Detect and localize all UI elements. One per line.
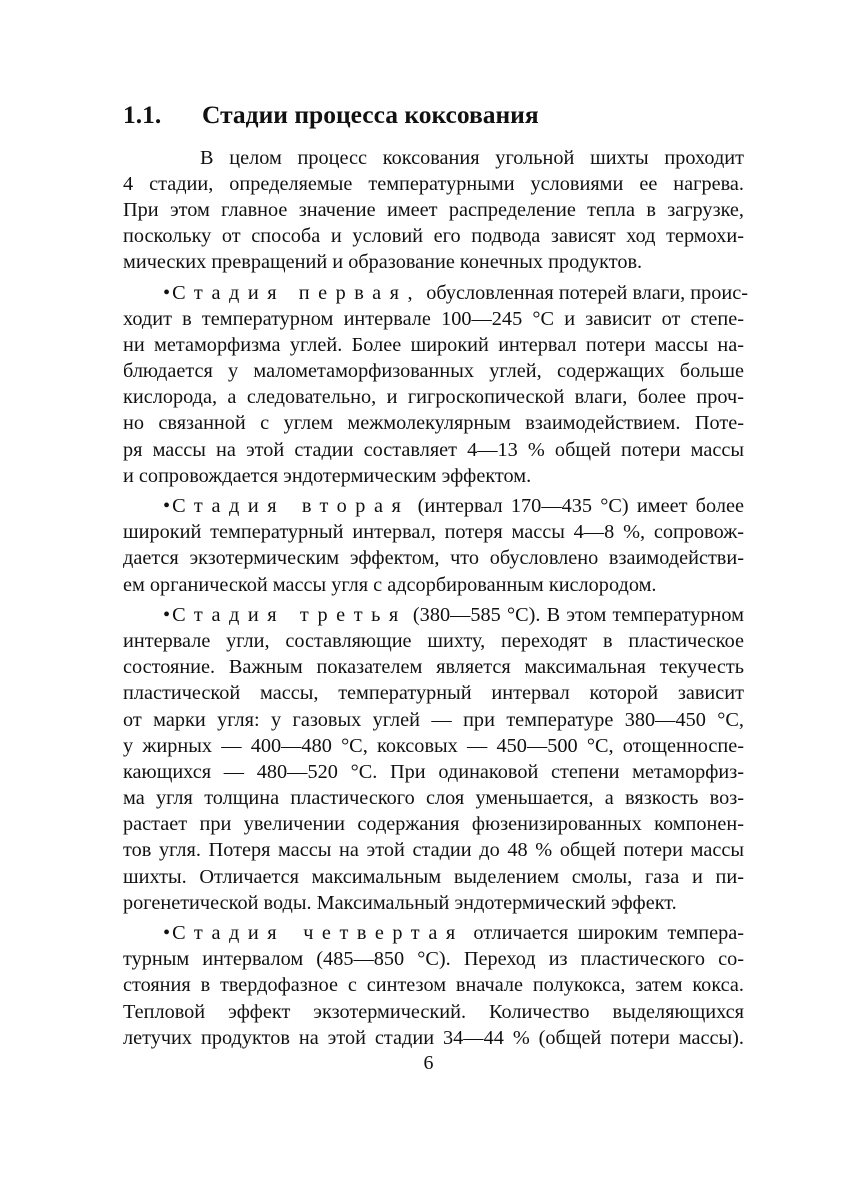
stage-name: Стадия первая, <box>172 281 422 304</box>
text-line: пластической массы, температурный интервал которой зависит <box>123 682 744 705</box>
text-line: растает при увеличении содержания фюзенизированных компонен- <box>123 813 744 836</box>
stage-text: (380—585 °C). В этом температурном <box>406 603 744 626</box>
text-line: интервале угли, составляющие шихту, переходят в пластическое <box>123 629 744 652</box>
stage-paragraph-3 <box>123 602 744 916</box>
bullet-icon: • <box>163 495 171 518</box>
stage-paragraph-1 <box>123 280 748 490</box>
section-number: 1.1. <box>123 100 162 129</box>
stage-text: (интервал 170—435 °C) имеет более <box>409 495 744 518</box>
section-title: Стадии процесса коксования <box>202 100 539 129</box>
section-heading <box>123 100 744 131</box>
text-line: ря массы на этой стадии составляет 4—13 % общей потери массы <box>123 438 744 461</box>
text-line: кающихся — 480—520 °C. При одинаковой степени метаморфиз- <box>123 760 744 783</box>
text-line: состояние. Важным показателем является максимальная текучесть <box>123 656 744 679</box>
text-line: Тепловой эффект экзотермический. Количество выделяющихся <box>123 1000 744 1023</box>
text-line: ни метаморфизма углей. Более широкий интервал потери массы на- <box>123 333 744 356</box>
text-line: кислорода, а следовательно, и гигроскопической влаги, более проч- <box>123 386 744 409</box>
text-line: поскольку от способа и условий его подвода зависят ход термохи- <box>123 225 744 248</box>
text-line: 4 стадии, определяемые температурными условиями ее нагрева. <box>123 172 744 195</box>
text-line: блюдается у малометаморфизованных углей, содержащих больше <box>123 360 744 383</box>
stage-text: отличается широким темпера- <box>463 922 744 945</box>
text-line: широкий температурный интервал, потеря массы 4—8 %, сопровож- <box>123 521 744 544</box>
stage-first-line <box>123 493 744 519</box>
text-line: тов угля. Потеря массы на этой стадии до 48 % общей потери массы <box>123 839 744 862</box>
page-content <box>123 100 748 1051</box>
stage-text: обусловленная потерей влаги, проис- <box>421 281 748 304</box>
bullet-icon: • <box>163 603 171 626</box>
text-line: ходит в температурном интервале 100—245 °C и зависит от степе- <box>123 307 744 330</box>
text-line: летучих продуктов на этой стадии 34—44 % (общей потери массы). <box>123 1026 744 1049</box>
text-line: рогенетической воды. Максимальный эндотермический эффект. <box>123 891 677 914</box>
text-line: у жирных — 400—480 °C, коксовых — 450—500 °C, отощенноспе- <box>123 734 744 757</box>
text-line: ем органической массы угля с адсорбированным кислородом. <box>123 573 657 596</box>
bullet-icon: • <box>163 281 171 304</box>
text-line: дается экзотермическим эффектом, что обусловлено взаимодействи- <box>123 547 744 570</box>
bullet-icon: • <box>163 922 171 945</box>
page-number: 6 <box>423 1052 434 1074</box>
text-line: ма угля толщина пластического слоя уменьшается, а вязкость воз- <box>123 787 744 810</box>
stage-name: Стадия четвертая <box>172 922 464 945</box>
stage-name: Стадия вторая <box>172 495 410 518</box>
text-line: но связанной с углем межмолекулярным взаимодействием. Поте- <box>123 412 744 435</box>
text-line: шихты. Отличается максимальным выделением смолы, газа и пи- <box>123 865 744 888</box>
text-line: В целом процесс коксования угольной шихты проходит <box>200 146 744 169</box>
stage-paragraph-4 <box>123 920 744 1051</box>
stage-first-line <box>123 920 744 946</box>
stage-name: Стадия третья <box>172 603 407 626</box>
text-line: мических превращений и образование конечных продуктов. <box>123 251 643 274</box>
text-line: турным интервалом (485—850 °C). Переход из пластического со- <box>123 948 744 971</box>
stage-paragraph-2 <box>123 493 744 598</box>
stage-first-line <box>123 602 744 628</box>
text-line: стояния в твердофазное с синтезом вначале полукокса, затем кокса. <box>123 974 744 997</box>
intro-paragraph <box>123 145 744 276</box>
text-line: от марки угля: у газовых углей — при температуре 380—450 °C, <box>123 708 744 731</box>
text-line: При этом главное значение имеет распределение тепла в загрузке, <box>123 198 744 221</box>
stage-first-line <box>123 280 748 306</box>
text-line: и сопровождается эндотермическим эффектом. <box>123 464 532 487</box>
